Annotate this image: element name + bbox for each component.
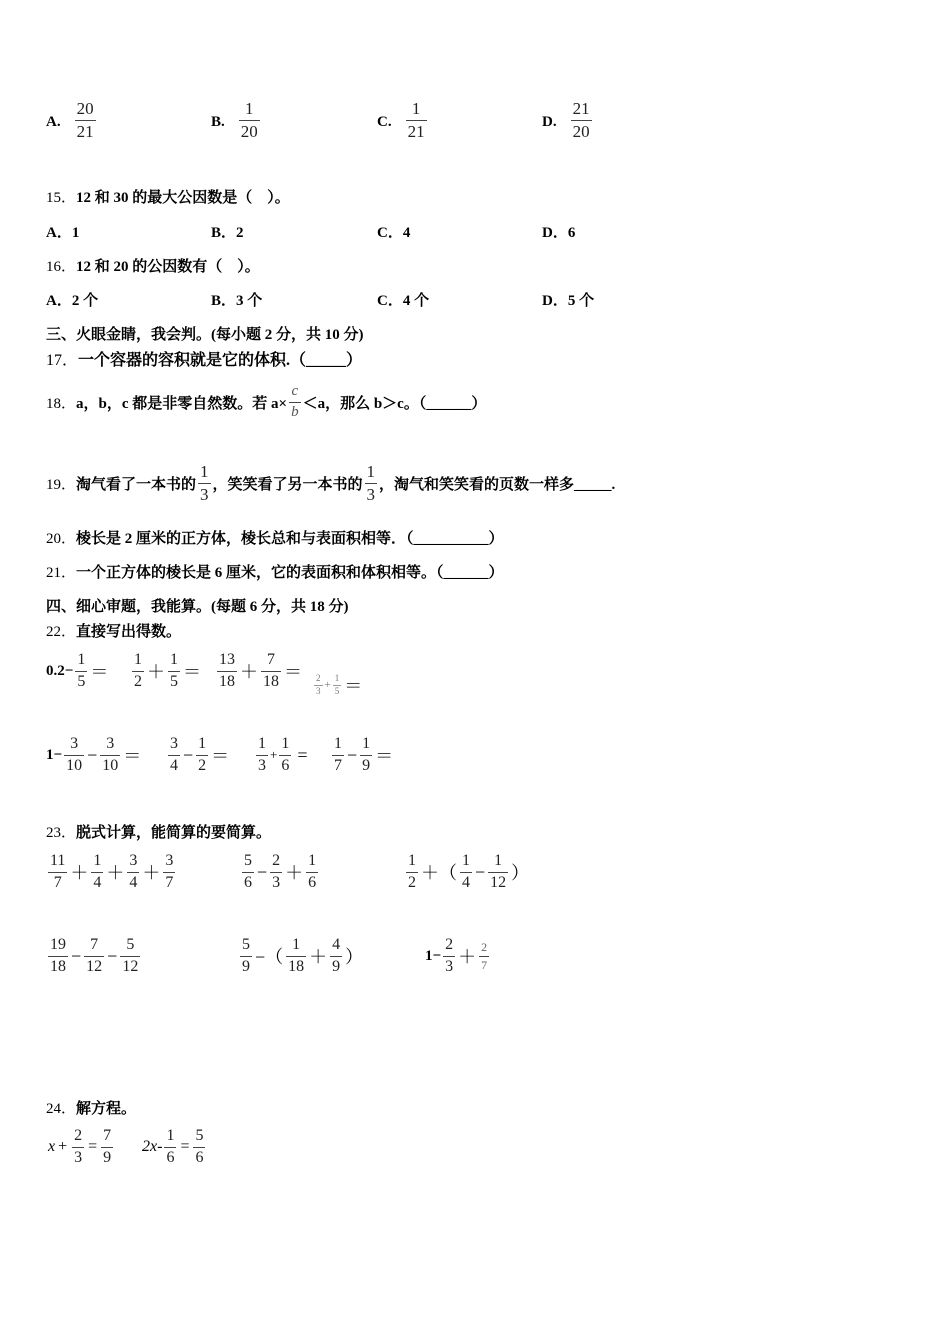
- fraction: [198, 463, 211, 504]
- q22-expr-8: [330, 736, 394, 775]
- math-text: 5 个: [567, 293, 595, 309]
- math-text: 7: [90, 936, 99, 953]
- math-text: D．: [542, 225, 568, 241]
- math-text: 18: [219, 672, 235, 690]
- math-text: 18: [50, 957, 66, 975]
- math-text: 淘气看了一本书的: [76, 476, 197, 493]
- math-text: ＝: [344, 676, 363, 696]
- math-text: ，笑笑看了另一本书的: [212, 476, 363, 493]
- fraction: [164, 1128, 176, 1167]
- q23-expr-3: [404, 853, 530, 892]
- q15-option-d: [542, 221, 575, 242]
- fraction: [286, 937, 306, 976]
- math-text: 15．: [46, 190, 77, 206]
- fraction: [571, 100, 592, 141]
- math-text: 3: [70, 735, 79, 752]
- math-text: ＋: [147, 662, 165, 683]
- math-text: 20: [240, 121, 258, 141]
- q23-expr-1: [46, 853, 177, 892]
- math-text: 5: [170, 672, 178, 690]
- math-text: 21: [407, 121, 425, 141]
- math-text: 20．: [46, 531, 77, 547]
- q15-option-b: [211, 221, 244, 242]
- question-17: [46, 347, 362, 370]
- math-text: =: [180, 1138, 190, 1156]
- math-text: ＋: [106, 863, 125, 884]
- math-text: 直接写出得数。: [76, 624, 182, 640]
- math-text: 1: [93, 852, 102, 869]
- fraction: [168, 736, 180, 775]
- math-text: 1: [462, 852, 470, 869]
- math-text: 7: [334, 756, 342, 774]
- math-text: c: [291, 383, 299, 399]
- math-text: ＋（: [421, 863, 457, 884]
- math-text: 19: [50, 936, 66, 953]
- math-text: 11: [50, 852, 66, 869]
- q24-equation-1: [48, 1128, 115, 1167]
- math-text: 3 个: [236, 293, 263, 309]
- fraction: [289, 384, 301, 421]
- math-text: 19．: [46, 476, 77, 493]
- fraction: [330, 937, 342, 976]
- math-text: +: [324, 679, 331, 691]
- math-text: B．: [211, 225, 237, 241]
- fraction: [256, 736, 268, 775]
- math-text: ＋: [458, 947, 477, 968]
- question-16: [46, 255, 260, 276]
- math-text: 1: [200, 462, 209, 481]
- q22-expr-7: [254, 736, 309, 775]
- math-text: 1: [334, 735, 342, 752]
- math-text: −: [475, 861, 486, 882]
- fraction: [365, 463, 378, 504]
- question-21: [46, 561, 504, 582]
- math-text: ＝: [90, 662, 109, 683]
- math-text: 6: [244, 873, 252, 891]
- math-text: 1: [71, 225, 80, 241]
- math-text: 7: [53, 873, 62, 891]
- math-text: 7: [481, 957, 488, 972]
- section-heading-4: 四、细心审题，我能算。(每题 6 分，共 18 分): [46, 599, 349, 615]
- math-text: 6: [281, 756, 290, 774]
- math-text: 3: [74, 1148, 83, 1166]
- math-text: 0.2−: [46, 662, 74, 679]
- math-text: 23．: [46, 825, 77, 841]
- math-text: C．: [377, 293, 403, 309]
- math-text: 1: [411, 99, 421, 118]
- fraction: [48, 853, 67, 892]
- q23-expr-4: [46, 937, 142, 976]
- question-23: [46, 821, 271, 842]
- math-text: 3: [445, 957, 454, 975]
- math-text: −: [347, 744, 358, 765]
- math-text: 2: [408, 873, 416, 891]
- q15-option-c: [377, 221, 410, 242]
- math-text: 6: [166, 1148, 175, 1166]
- math-text: 一个容器的容积就是它的体积.（_____）: [78, 352, 363, 369]
- math-text: 棱长是 2 厘米的正方体，棱长总和与表面积相等．（__________）: [76, 531, 504, 547]
- math-text: A．: [46, 293, 72, 309]
- math-text: ＋: [285, 863, 304, 884]
- fraction: [279, 736, 291, 775]
- math-text: D.: [542, 113, 557, 130]
- q16-option-b: [211, 289, 262, 310]
- math-text: 1: [134, 651, 142, 668]
- fraction: [488, 853, 508, 892]
- math-text: 4 个: [402, 293, 430, 309]
- math-text: 5: [126, 936, 135, 953]
- fraction: [270, 853, 282, 892]
- fraction: [406, 100, 427, 141]
- math-text: 3: [165, 852, 174, 869]
- math-text: 1: [334, 673, 340, 684]
- math-text: 2: [236, 225, 244, 241]
- math-text: 5: [334, 685, 340, 696]
- math-text: 1: [362, 735, 371, 752]
- section-heading-3: 三、火眼金睛，我会判。(每小题 2 分，共 10 分): [46, 327, 364, 343]
- fraction: [314, 674, 323, 696]
- math-text: 7: [267, 651, 275, 668]
- math-text: 3: [106, 735, 115, 752]
- math-text: 12: [122, 957, 139, 975]
- math-text: ＋: [70, 863, 89, 884]
- math-text: ＝: [183, 662, 201, 683]
- math-text: 2: [481, 940, 488, 955]
- math-text: 13: [219, 651, 235, 668]
- math-text: x: [48, 1138, 56, 1156]
- math-text: 10: [102, 756, 119, 774]
- q22-expr-3: [215, 652, 303, 691]
- math-text: a，b，c 都是非零自然数。若 a×: [76, 395, 288, 412]
- math-text: 1: [366, 462, 376, 481]
- math-text: C．: [377, 225, 403, 241]
- fraction: [72, 1128, 84, 1167]
- math-text: 12 和 30 的最大公因数是（ ）。: [76, 190, 290, 206]
- math-text: ＝: [284, 662, 302, 683]
- math-text: 22．: [46, 624, 77, 640]
- q22-expr-2: [130, 652, 202, 691]
- math-text: 1: [198, 735, 207, 752]
- q16-option-c: [377, 289, 429, 310]
- math-text: 12: [86, 957, 103, 975]
- math-text: 2 个: [71, 293, 99, 309]
- fraction: [91, 853, 103, 892]
- math-text: 1: [170, 651, 178, 668]
- math-text: 7: [165, 873, 174, 891]
- question-18: [46, 384, 486, 421]
- math-text: −: [87, 744, 98, 765]
- math-text: A．: [46, 225, 72, 241]
- fraction: [360, 736, 372, 775]
- math-text: 1: [166, 1127, 175, 1144]
- math-text: 20: [76, 99, 94, 118]
- fraction: [84, 937, 104, 976]
- fraction: [460, 853, 472, 892]
- fraction: [120, 937, 140, 976]
- math-text: 1: [292, 936, 301, 953]
- q22-expr-1: [46, 652, 109, 691]
- fraction: [75, 100, 96, 141]
- fraction: [406, 853, 418, 892]
- q14-option-b: [211, 100, 262, 141]
- fraction: [479, 941, 489, 971]
- fraction: [100, 736, 120, 775]
- question-19: [46, 463, 615, 504]
- math-text: A.: [46, 113, 61, 130]
- math-text: ＋: [309, 947, 328, 968]
- math-text: 1: [245, 99, 254, 118]
- math-text: 4: [332, 936, 341, 953]
- math-text: ）: [345, 947, 364, 968]
- math-text: ＋: [240, 662, 258, 683]
- math-text: 1: [258, 735, 266, 752]
- math-text: −: [257, 861, 268, 882]
- math-text: 3: [129, 852, 138, 869]
- math-text: C.: [377, 113, 392, 130]
- q22-expr-5: [46, 736, 142, 775]
- math-text: 7: [103, 1127, 112, 1144]
- q16-option-d: [542, 289, 594, 310]
- fraction: [193, 1128, 205, 1167]
- math-text: +: [58, 1138, 68, 1156]
- math-text: B.: [211, 113, 225, 130]
- q24-equation-2: [142, 1128, 207, 1167]
- math-text: 一个正方体的棱长是 6 厘米，它的表面积和体积相等。（______）: [76, 565, 504, 581]
- math-text: 1−: [46, 746, 63, 763]
- math-text: 解方程。: [76, 1101, 137, 1117]
- math-text: 3: [316, 685, 321, 696]
- math-text: 2: [198, 756, 207, 774]
- math-text: 2: [316, 673, 321, 684]
- math-text: b: [291, 403, 299, 420]
- q23-expr-2: [240, 853, 320, 892]
- math-text: 3: [170, 735, 178, 752]
- q14-option-d: [542, 100, 594, 141]
- question-24: [46, 1097, 136, 1118]
- math-text: 12: [490, 873, 507, 891]
- math-text: 1: [408, 852, 416, 869]
- math-text: 5: [195, 1127, 204, 1144]
- math-text: 9: [242, 957, 250, 975]
- math-text: 3: [200, 484, 209, 504]
- fraction: [306, 853, 318, 892]
- math-text: 9: [362, 756, 371, 774]
- math-text: 1: [308, 852, 317, 869]
- q14-option-a: [46, 100, 98, 141]
- math-text: 1: [281, 735, 290, 752]
- fraction: [48, 937, 68, 976]
- math-text: 18: [263, 672, 279, 690]
- q22-expr-6: [166, 736, 230, 775]
- math-text: −: [107, 945, 118, 966]
- math-text: 21: [572, 99, 590, 118]
- math-text: −: [183, 744, 194, 765]
- math-text: 12 和 20 的公因数有（ ）。: [76, 259, 260, 275]
- math-text: ＝: [123, 746, 142, 767]
- math-text: 18: [288, 957, 305, 975]
- math-text: −: [71, 945, 82, 966]
- math-text: 4: [462, 873, 470, 891]
- q14-option-c: [377, 100, 429, 141]
- fraction: [240, 937, 252, 976]
- math-text: =: [297, 744, 308, 765]
- math-text: 2: [74, 1127, 83, 1144]
- fraction: [101, 1128, 113, 1167]
- fraction: [443, 937, 455, 976]
- math-text: 4: [129, 873, 138, 891]
- fraction: [168, 652, 180, 691]
- math-text: 2: [272, 852, 281, 869]
- math-text: +: [270, 747, 278, 763]
- fraction: [75, 652, 87, 691]
- math-text: 2: [445, 936, 454, 953]
- q16-option-a: [46, 289, 98, 310]
- math-text: 1: [77, 651, 86, 668]
- fraction: [217, 652, 237, 691]
- fraction: [242, 853, 254, 892]
- math-text: 18．: [46, 395, 77, 412]
- math-text: ＝: [211, 746, 230, 767]
- math-text: 5: [244, 852, 252, 869]
- fraction: [332, 736, 344, 775]
- math-text: 20: [572, 121, 590, 141]
- math-text: 6: [195, 1148, 204, 1166]
- math-text: =: [88, 1138, 98, 1156]
- fraction: [132, 652, 144, 691]
- question-15: [46, 186, 290, 207]
- math-text: 16．: [46, 259, 77, 275]
- math-text: 4: [170, 756, 178, 774]
- math-text: 2x-: [142, 1138, 163, 1156]
- math-text: 3: [272, 873, 281, 891]
- fraction: [127, 853, 139, 892]
- math-text: ＝: [375, 746, 394, 767]
- math-text: 1: [494, 852, 503, 869]
- math-text: 17．: [46, 352, 79, 369]
- math-text: 21: [76, 121, 94, 141]
- math-text: 9: [103, 1148, 112, 1166]
- math-text: 1−: [425, 947, 442, 964]
- math-text: 2: [134, 672, 142, 690]
- fraction: [239, 100, 260, 141]
- math-text: 4: [93, 873, 102, 891]
- math-text: 脱式计算，能简算的要简算。: [76, 825, 272, 841]
- math-text: 3: [366, 484, 376, 504]
- math-text: 6: [567, 225, 576, 241]
- fraction: [64, 736, 84, 775]
- q23-expr-5: [238, 937, 364, 976]
- fraction: [261, 652, 281, 691]
- q15-option-a: [46, 221, 79, 242]
- fraction: [196, 736, 208, 775]
- q22-expr-4: [312, 672, 363, 698]
- math-text: 3: [258, 756, 266, 774]
- math-text: 21．: [46, 565, 77, 581]
- math-text: −（: [255, 947, 284, 968]
- math-text: 9: [332, 957, 341, 975]
- question-22: [46, 620, 181, 641]
- q23-expr-6: [425, 937, 491, 976]
- math-text: 10: [66, 756, 83, 774]
- math-text: 5: [77, 672, 86, 690]
- math-text: D．: [542, 293, 568, 309]
- math-text: ，淘气和笑笑看的页数一样多_____.: [379, 476, 616, 493]
- math-text: 24．: [46, 1101, 77, 1117]
- fraction: [163, 853, 175, 892]
- math-text: ）: [511, 863, 530, 884]
- question-20: [46, 527, 504, 548]
- fraction: [333, 674, 342, 696]
- math-text: 4: [402, 225, 411, 241]
- math-text: 6: [308, 873, 317, 891]
- math-text: B．: [211, 293, 237, 309]
- math-text: ＜a，那么 b＞c。（______）: [302, 395, 487, 412]
- math-text: 5: [242, 936, 250, 953]
- math-text: ＋: [142, 863, 161, 884]
